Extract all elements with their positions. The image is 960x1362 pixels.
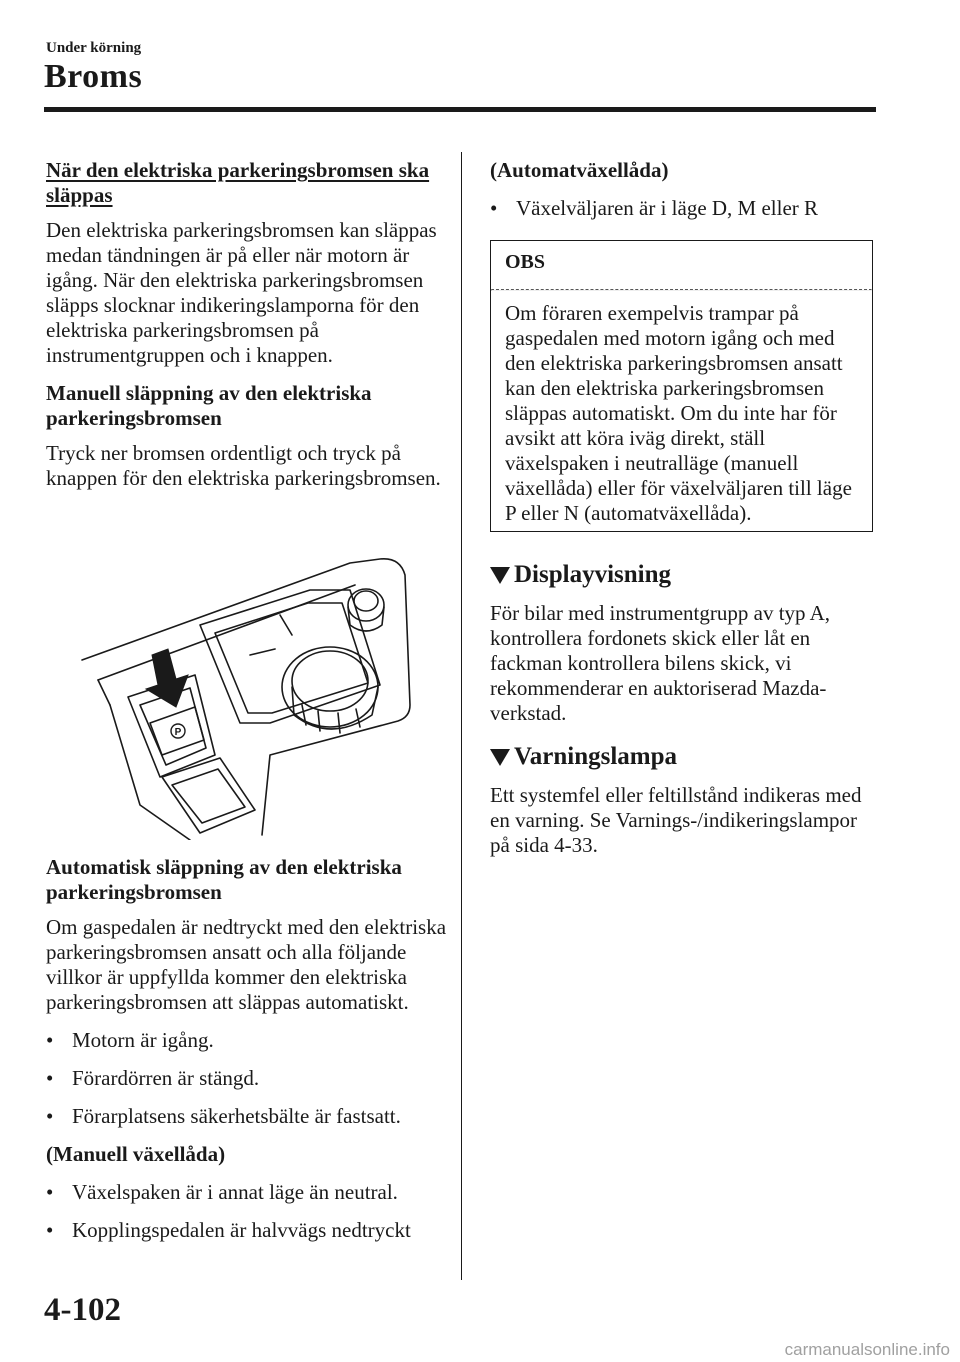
p-symbol-icon xyxy=(171,724,185,738)
triangle-marker-icon xyxy=(490,749,510,766)
right-column-lower xyxy=(490,562,870,858)
left-column-lower xyxy=(46,855,446,1243)
column-divider xyxy=(461,152,462,1280)
small-knob xyxy=(348,589,384,621)
list-item: • Motorn är igång. xyxy=(46,1028,214,1052)
page-number: 4-102 xyxy=(44,1292,121,1328)
watermark: carmanualsonline.info xyxy=(784,1340,950,1359)
svg-text:P: P xyxy=(174,727,182,738)
auto-release-text: Om gaspedalen är nedtryckt med den elektriska parkeringsbromsen ansatt och alla följande villkor är uppfyllda kommer den elektriska parkeringsbromsen att släppas automatiskt. xyxy=(46,915,447,1014)
page-title: Broms xyxy=(44,58,143,95)
note-box xyxy=(490,240,873,532)
note-text: Om föraren exempelvis trampar på gaspedalen med motorn igång och med den elektriska parkeringsbromsen ansatt kan den elektriska parkeringsbromsen släppas automatiskt. Om du inte har för avsikt att köra iväg direkt, ställ växelspaken i neutralläge (manuell växellåda) eller för växelväljaren till läge P eller N (automatväxellåda). xyxy=(505,301,852,525)
parking-brake-illustration xyxy=(80,555,435,840)
display-heading: Displayvisning xyxy=(490,562,870,587)
left-column xyxy=(46,158,446,491)
release-intro: Den elektriska parkeringsbromsen kan släppas medan tändningen är på eller när motorn är igång. När den elektriska parkeringsbromsen släpps slocknar indikeringslamporna för den elektriska parkeringsbromsen på instrumentgruppen och i knappen. xyxy=(46,218,437,367)
title-rule xyxy=(44,107,876,112)
auto-gearbox-label: (Automatväxellåda) xyxy=(490,158,669,182)
list-item: • Förarplatsens säkerhetsbälte är fastsatt. xyxy=(46,1104,401,1128)
note-title: OBS xyxy=(505,251,546,273)
heading-release: När den elektriska parkeringsbromsen ska släppas xyxy=(46,158,430,207)
section-label: Under körning xyxy=(46,40,142,56)
list-item: • Kopplingspedalen är halvvägs nedtryckt xyxy=(46,1218,411,1242)
heading-manual-release: Manuell släppning av den elektriska parkeringsbromsen xyxy=(46,381,372,430)
list-item: • Förardörren är stängd. xyxy=(46,1066,260,1090)
manual-gearbox-label: (Manuell växellåda) xyxy=(46,1142,226,1166)
press-arrow-icon xyxy=(146,649,188,707)
right-column xyxy=(490,158,880,221)
display-text: För bilar med instrumentgrupp av typ A, kontrollera fordonets skick eller låt en fackman kontrollera bilens skick, vi rekommenderar en auktoriserad Mazda-verkstad. xyxy=(490,601,831,725)
warning-heading: Varningslampa xyxy=(490,744,870,769)
console-outline xyxy=(82,559,410,835)
triangle-marker-icon xyxy=(490,567,510,584)
warning-text: Ett systemfel eller feltillstånd indikeras med en varning. Se Varnings-/indikeringslampor på sida 4-33. xyxy=(490,783,862,857)
manual-release-text: Tryck ner bromsen ordentligt och tryck på knappen för den elektriska parkeringsbromsen. xyxy=(46,441,441,490)
list-item: • Växelspaken är i annat läge än neutral. xyxy=(46,1180,398,1204)
rotary-knob xyxy=(282,647,378,727)
list-item: • Växelväljaren är i läge D, M eller R xyxy=(490,196,819,220)
heading-auto-release: Automatisk släppning av den elektriska parkeringsbromsen xyxy=(46,855,402,904)
